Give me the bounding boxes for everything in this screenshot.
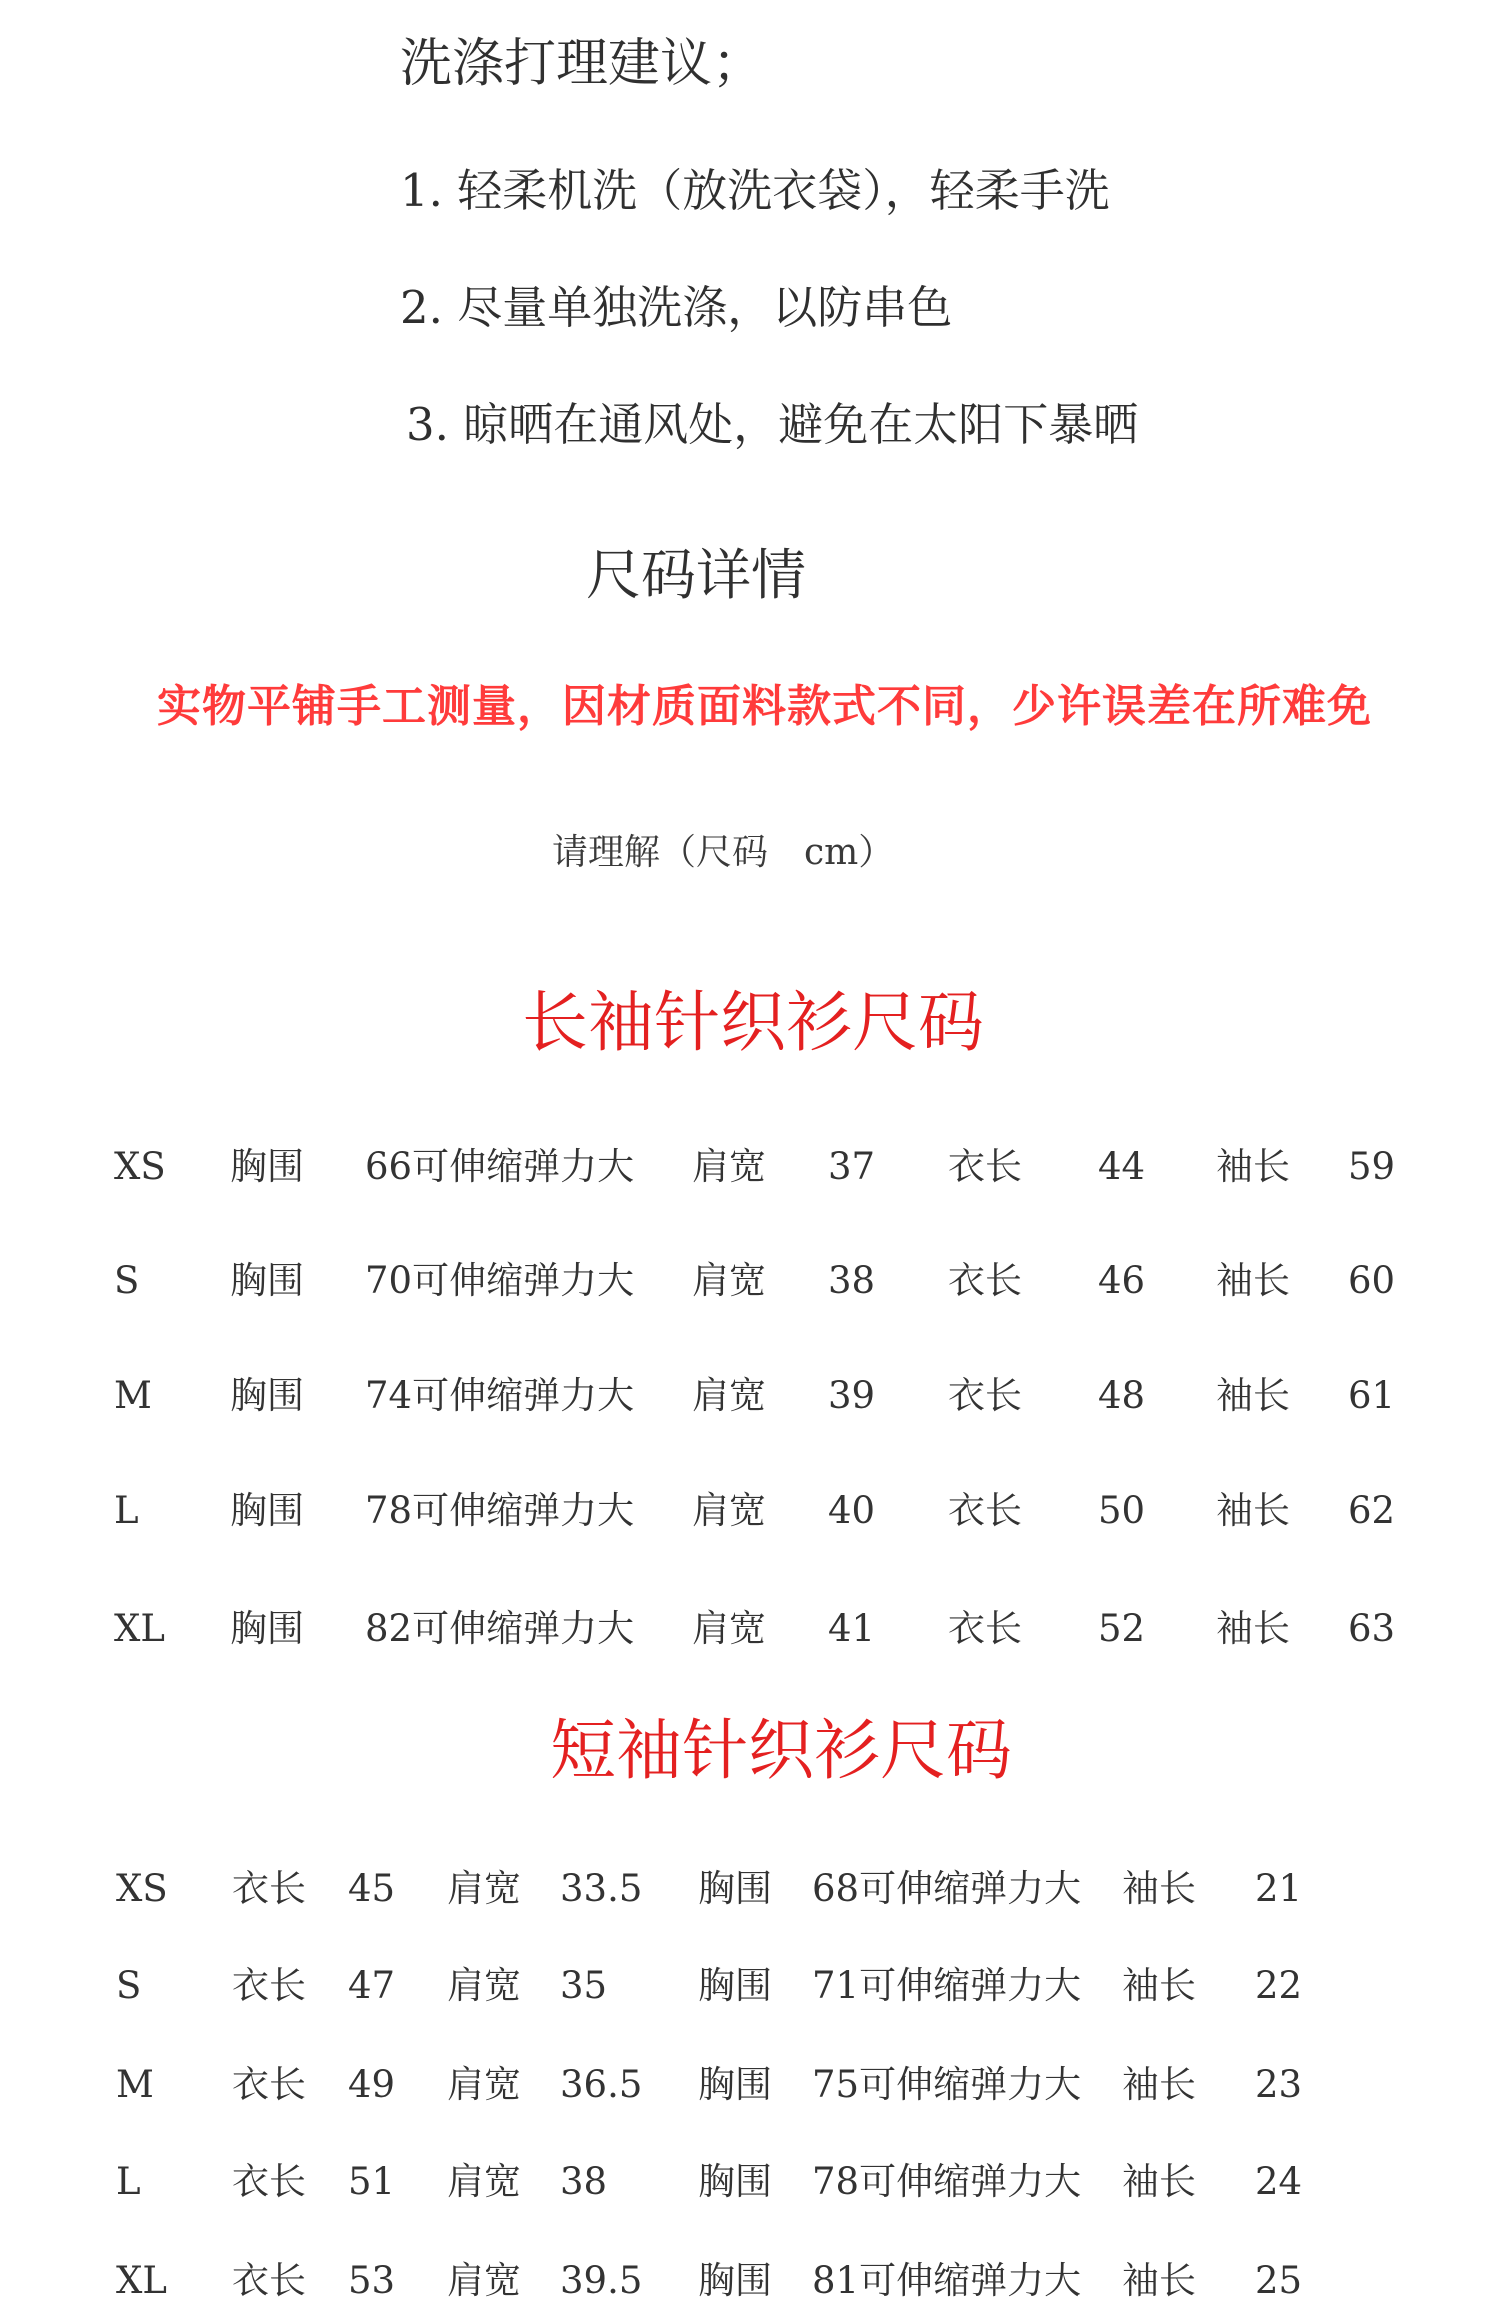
sleeve-value: 59 [1348, 1145, 1396, 1188]
chest-label: 胸围 [698, 2160, 772, 2203]
shoulder-label: 肩宽 [692, 1145, 766, 1188]
size-details-title: 尺码详情 [586, 543, 807, 607]
care-title: 洗涤打理建议； [400, 34, 765, 94]
sleeve-value: 21 [1255, 1867, 1303, 1910]
sleeve-label: 袖长 [1122, 2259, 1196, 2302]
sleeve-value: 60 [1348, 1259, 1396, 1302]
chest-value: 78可伸缩弹力大 [365, 1489, 635, 1532]
length-value: 53 [348, 2259, 396, 2302]
shoulder-value: 39 [828, 1374, 876, 1417]
shoulder-value: 37 [828, 1145, 876, 1188]
sleeve-label: 袖长 [1122, 2063, 1196, 2106]
chest-value: 82可伸缩弹力大 [365, 1607, 635, 1650]
size-label: S [114, 1259, 140, 1302]
length-label: 衣长 [948, 1374, 1022, 1417]
chest-label: 胸围 [230, 1607, 304, 1650]
length-value: 49 [348, 2063, 396, 2106]
chest-value: 70可伸缩弹力大 [365, 1259, 635, 1302]
length-value: 45 [348, 1867, 396, 1910]
shoulder-value: 40 [828, 1489, 876, 1532]
unit-line: 请理解（尺码 cm） [552, 832, 895, 873]
shoulder-value: 36.5 [560, 2063, 643, 2106]
sleeve-value: 23 [1255, 2063, 1303, 2106]
sleeve-label: 袖长 [1216, 1607, 1290, 1650]
chest-label: 胸围 [698, 1867, 772, 1910]
chest-label: 胸围 [230, 1374, 304, 1417]
size-label: L [114, 1489, 139, 1532]
length-label: 衣长 [948, 1607, 1022, 1650]
chest-label: 胸围 [230, 1259, 304, 1302]
care-item-2: 2. 尽量单独洗涤，以防串色 [400, 281, 953, 334]
sleeve-label: 袖长 [1122, 2160, 1196, 2203]
chest-label: 胸围 [698, 1964, 772, 2007]
length-value: 46 [1098, 1259, 1146, 1302]
chest-value: 75可伸缩弹力大 [812, 2063, 1082, 2106]
chest-label: 胸围 [230, 1489, 304, 1532]
length-label: 衣长 [948, 1259, 1022, 1302]
chest-value: 66可伸缩弹力大 [365, 1145, 635, 1188]
shoulder-label: 肩宽 [447, 1964, 521, 2007]
sleeve-label: 袖长 [1216, 1489, 1290, 1532]
measurement-note: 实物平铺手工测量，因材质面料款式不同，少许误差在所难免 [157, 681, 1372, 732]
size-label: XS [116, 1867, 168, 1910]
length-label: 衣长 [232, 1964, 306, 2007]
care-item-1: 1. 轻柔机洗（放洗衣袋），轻柔手洗 [400, 164, 1110, 217]
size-label: L [116, 2160, 141, 2203]
size-label: XS [114, 1145, 166, 1188]
sleeve-label: 袖长 [1216, 1259, 1290, 1302]
sleeve-label: 袖长 [1216, 1374, 1290, 1417]
chest-value: 81可伸缩弹力大 [812, 2259, 1082, 2302]
shoulder-value: 38 [828, 1259, 876, 1302]
chest-value: 74可伸缩弹力大 [365, 1374, 635, 1417]
sleeve-value: 22 [1255, 1964, 1303, 2007]
length-value: 50 [1098, 1489, 1146, 1532]
sleeve-value: 63 [1348, 1607, 1396, 1650]
sleeve-label: 袖长 [1122, 1867, 1196, 1910]
length-label: 衣长 [232, 2063, 306, 2106]
shoulder-value: 35 [560, 1964, 608, 2007]
shoulder-label: 肩宽 [692, 1607, 766, 1650]
short-sleeve-title: 短袖针织衫尺码 [550, 1712, 1012, 1789]
sleeve-label: 袖长 [1216, 1145, 1290, 1188]
length-value: 52 [1098, 1607, 1146, 1650]
size-label: M [116, 2063, 154, 2106]
chest-value: 71可伸缩弹力大 [812, 1964, 1082, 2007]
size-label: S [116, 1964, 142, 2007]
chest-label: 胸围 [230, 1145, 304, 1188]
long-sleeve-title: 长袖针织衫尺码 [522, 984, 984, 1061]
length-label: 衣长 [232, 1867, 306, 1910]
sleeve-value: 62 [1348, 1489, 1396, 1532]
chest-value: 68可伸缩弹力大 [812, 1867, 1082, 1910]
sleeve-value: 24 [1255, 2160, 1303, 2203]
sleeve-value: 61 [1348, 1374, 1396, 1417]
size-label: M [114, 1374, 152, 1417]
length-value: 47 [348, 1964, 396, 2007]
care-item-3: 3. 晾晒在通风处，避免在太阳下暴晒 [406, 398, 1139, 451]
shoulder-label: 肩宽 [692, 1374, 766, 1417]
length-value: 48 [1098, 1374, 1146, 1417]
chest-value: 78可伸缩弹力大 [812, 2160, 1082, 2203]
chest-label: 胸围 [698, 2063, 772, 2106]
length-value: 51 [348, 2160, 396, 2203]
shoulder-label: 肩宽 [447, 2160, 521, 2203]
chest-label: 胸围 [698, 2259, 772, 2302]
size-label: XL [114, 1607, 165, 1650]
length-label: 衣长 [948, 1145, 1022, 1188]
length-label: 衣长 [948, 1489, 1022, 1532]
shoulder-label: 肩宽 [447, 1867, 521, 1910]
shoulder-value: 33.5 [560, 1867, 643, 1910]
shoulder-label: 肩宽 [692, 1259, 766, 1302]
shoulder-label: 肩宽 [692, 1489, 766, 1532]
size-label: XL [116, 2259, 167, 2302]
shoulder-label: 肩宽 [447, 2259, 521, 2302]
length-label: 衣长 [232, 2160, 306, 2203]
shoulder-label: 肩宽 [447, 2063, 521, 2106]
shoulder-value: 38 [560, 2160, 608, 2203]
length-label: 衣长 [232, 2259, 306, 2302]
sleeve-value: 25 [1255, 2259, 1303, 2302]
length-value: 44 [1098, 1145, 1146, 1188]
shoulder-value: 41 [828, 1607, 876, 1650]
shoulder-value: 39.5 [560, 2259, 643, 2302]
sleeve-label: 袖长 [1122, 1964, 1196, 2007]
